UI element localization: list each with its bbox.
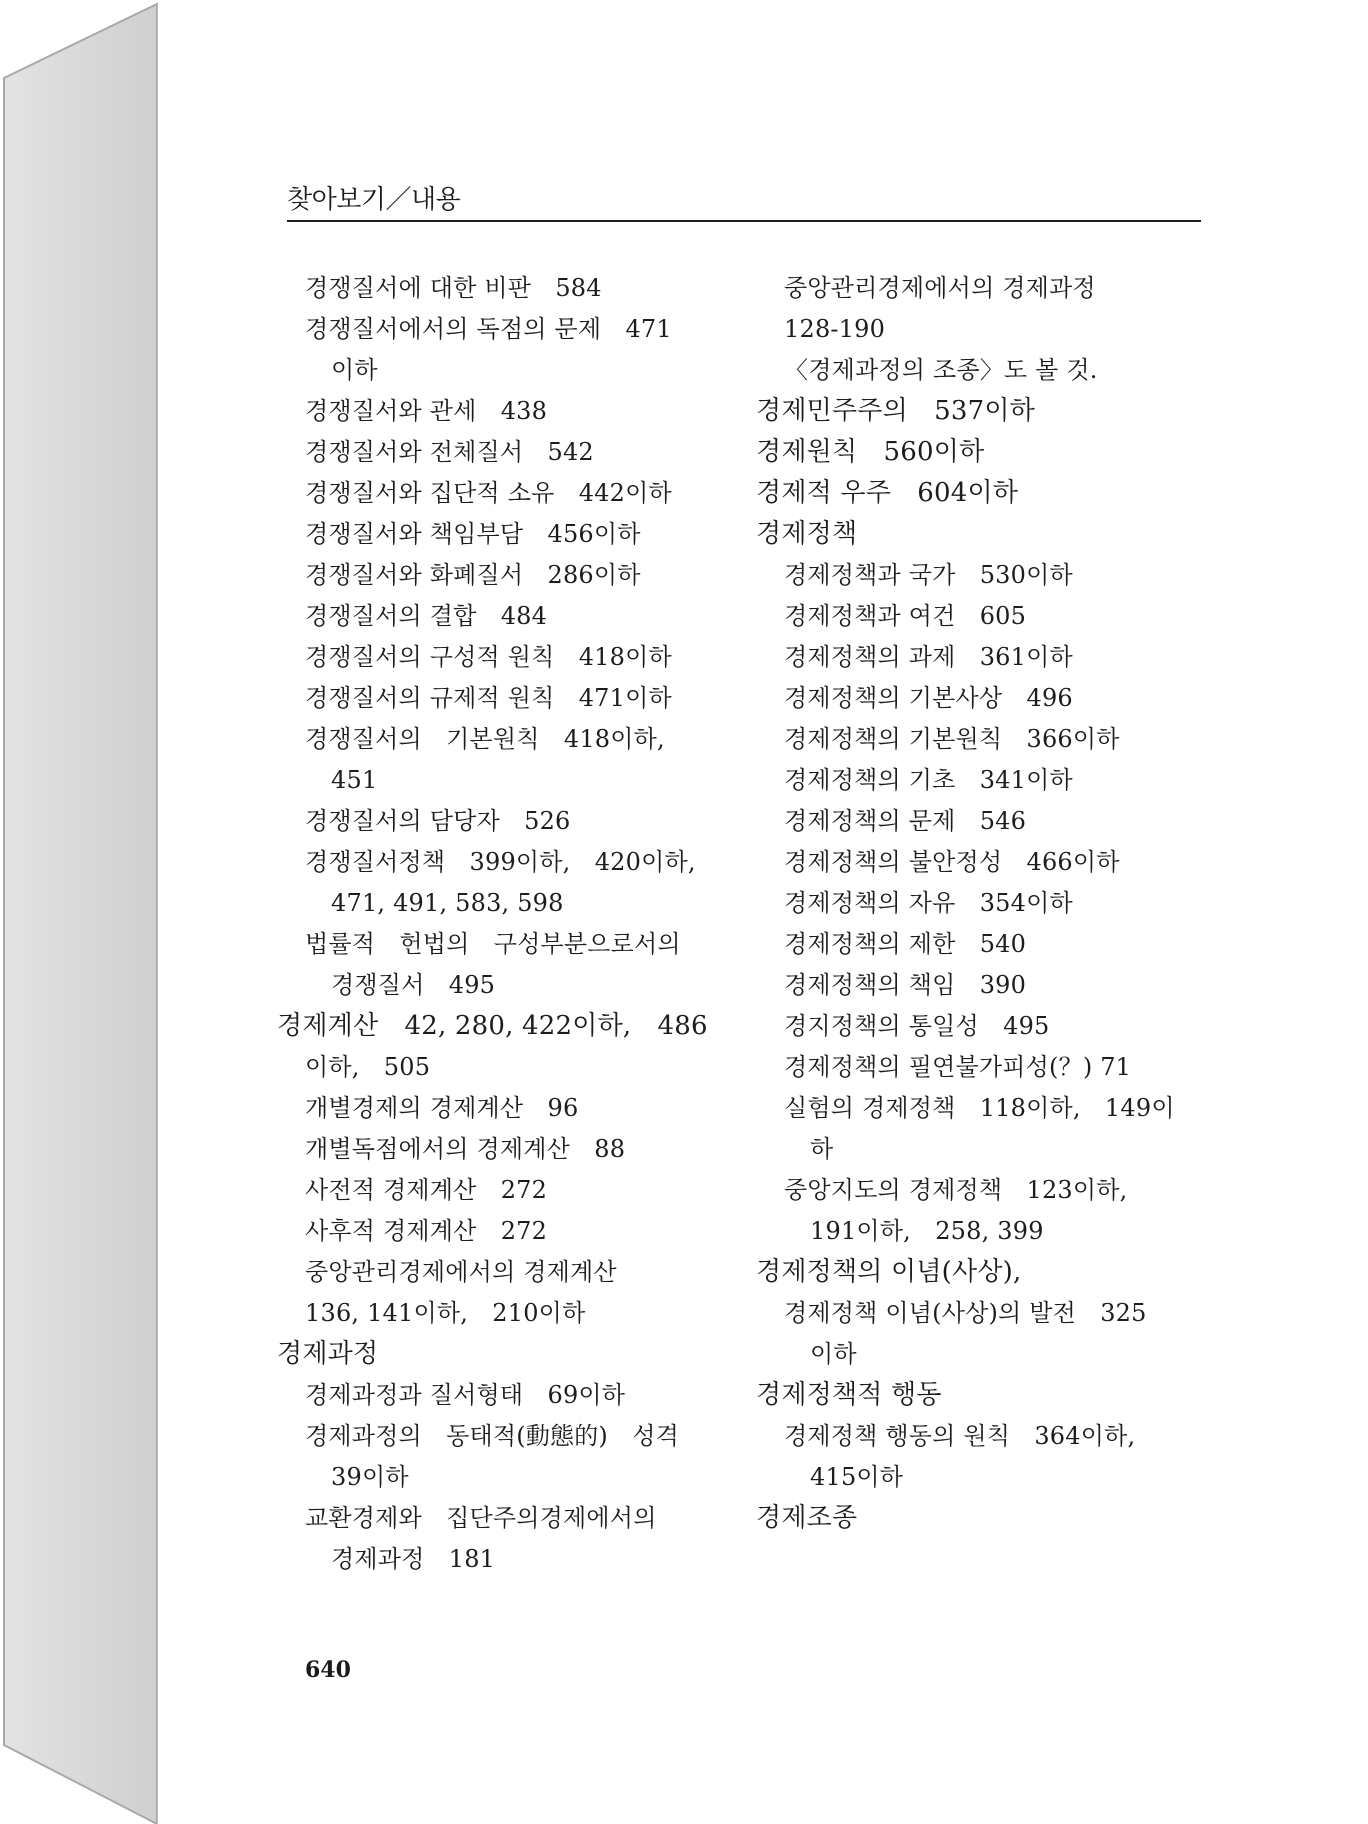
index-entry: 경쟁질서와 집단적 소유 442이하 — [305, 479, 672, 507]
index-entry: 경제정책 이념(사상)의 발전 325 — [784, 1299, 1147, 1327]
index-entry: 415이하 — [810, 1463, 904, 1491]
index-entry: 경쟁질서와 관세 438 — [305, 397, 548, 425]
index-entry: 법률적 헌법의 구성부분으로서의 — [305, 930, 681, 958]
index-entry: 경쟁질서와 책임부담 456이하 — [305, 520, 641, 548]
index-entry: 경쟁질서정책 399이하, 420이하, — [305, 848, 696, 876]
index-entry: 경제정책의 기본사상 496 — [784, 684, 1073, 712]
index-entry: 경제조종 — [756, 1503, 858, 1533]
index-entry: 경지정책의 통일성 495 — [784, 1012, 1050, 1040]
index-entry: 경제정책의 불안정성 466이하 — [784, 848, 1120, 876]
index-entry: 이하 — [810, 1340, 857, 1368]
index-entry: 경쟁질서와 전체질서 542 — [305, 438, 594, 466]
index-entry: 경제정책의 필연불가피성(？) 71 — [784, 1053, 1132, 1081]
index-column-left — [277, 268, 737, 1580]
index-entry: 경제정책의 과제 361이하 — [784, 643, 1073, 671]
page-sheet — [157, 4, 1368, 1824]
index-entry: 경쟁질서의 기본원칙 418이하, — [305, 725, 665, 753]
index-entry: 경제과정의 동태적(動態的) 성격 — [305, 1422, 679, 1450]
index-column-right — [756, 268, 1216, 1539]
index-entry: 경제원칙 560이하 — [756, 437, 985, 467]
index-entry: 사후적 경제계산 272 — [305, 1217, 548, 1245]
index-entry: 경쟁질서 495 — [331, 971, 496, 999]
index-entry: 경제과정 — [277, 1339, 379, 1369]
index-entry: 중앙지도의 경제정책 123이하, — [784, 1176, 1128, 1204]
index-entry: 경제정책과 국가 530이하 — [784, 561, 1073, 589]
index-entry: 경제정책 행동의 원칙 364이하, — [784, 1422, 1136, 1450]
index-entry: 경제정책의 문제 546 — [784, 807, 1027, 835]
index-entry: 451 — [331, 766, 378, 794]
index-entry: 경쟁질서에 대한 비판 584 — [305, 274, 602, 302]
index-entry: 실험의 경제정책 118이하, 149이 — [784, 1094, 1175, 1122]
index-entry: 경제정책 — [756, 519, 858, 549]
page-title: 찾아보기／내용 — [287, 185, 461, 215]
index-entry: 경제정책적 행동 — [756, 1380, 942, 1410]
index-entry: 중앙관리경제에서의 경제계산 — [305, 1258, 617, 1286]
index-entry: 경제적 우주 604이하 — [756, 478, 1019, 508]
index-entry: 경쟁질서의 구성적 원칙 418이하 — [305, 643, 672, 671]
index-entry: 경제정책의 제한 540 — [784, 930, 1027, 958]
index-entry: 개별독점에서의 경제계산 88 — [305, 1135, 626, 1163]
index-entry: 경쟁질서와 화폐질서 286이하 — [305, 561, 641, 589]
index-entry: 128-190 — [784, 315, 886, 343]
index-entry: 경쟁질서의 담당자 526 — [305, 807, 571, 835]
index-entry: 〈경제과정의 조종〉도 볼 것. — [784, 356, 1098, 384]
index-entry: 471, 491, 583, 598 — [331, 889, 564, 917]
index-entry: 191이하, 258, 399 — [810, 1217, 1044, 1245]
index-entry: 경제계산 42, 280, 422이하, 486 — [277, 1011, 708, 1041]
index-entry: 사전적 경제계산 272 — [305, 1176, 548, 1204]
index-entry: 경제정책의 자유 354이하 — [784, 889, 1073, 917]
page-number: 640 — [305, 1657, 351, 1683]
index-entry: 개별경제의 경제계산 96 — [305, 1094, 579, 1122]
index-entry: 경쟁질서에서의 독점의 문제 471 — [305, 315, 672, 343]
index-entry: 경제민주주의 537이하 — [756, 396, 1035, 426]
index-entry: 경쟁질서의 규제적 원칙 471이하 — [305, 684, 672, 712]
index-entry: 경제정책의 기초 341이하 — [784, 766, 1073, 794]
index-entry: 경제정책과 여건 605 — [784, 602, 1027, 630]
index-entry: 이하, 505 — [305, 1053, 431, 1081]
index-entry: 경제과정 181 — [331, 1545, 496, 1573]
index-entry: 39이하 — [331, 1463, 409, 1491]
index-entry: 교환경제와 집단주의경제에서의 — [305, 1504, 657, 1532]
index-entry: 경제과정과 질서형태 69이하 — [305, 1381, 626, 1409]
index-entry: 경쟁질서의 결합 484 — [305, 602, 548, 630]
index-entry: 경제정책의 기본원칙 366이하 — [784, 725, 1120, 753]
index-entry: 하 — [810, 1135, 834, 1163]
index-entry: 중앙관리경제에서의 경제과정 — [784, 274, 1096, 302]
index-entry: 이하 — [331, 356, 378, 384]
page-header — [287, 180, 1201, 222]
index-entry: 경제정책의 책임 390 — [784, 971, 1027, 999]
index-entry: 경제정책의 이념(사상), — [756, 1257, 1022, 1287]
index-entry: 136, 141이하, 210이하 — [305, 1299, 586, 1327]
